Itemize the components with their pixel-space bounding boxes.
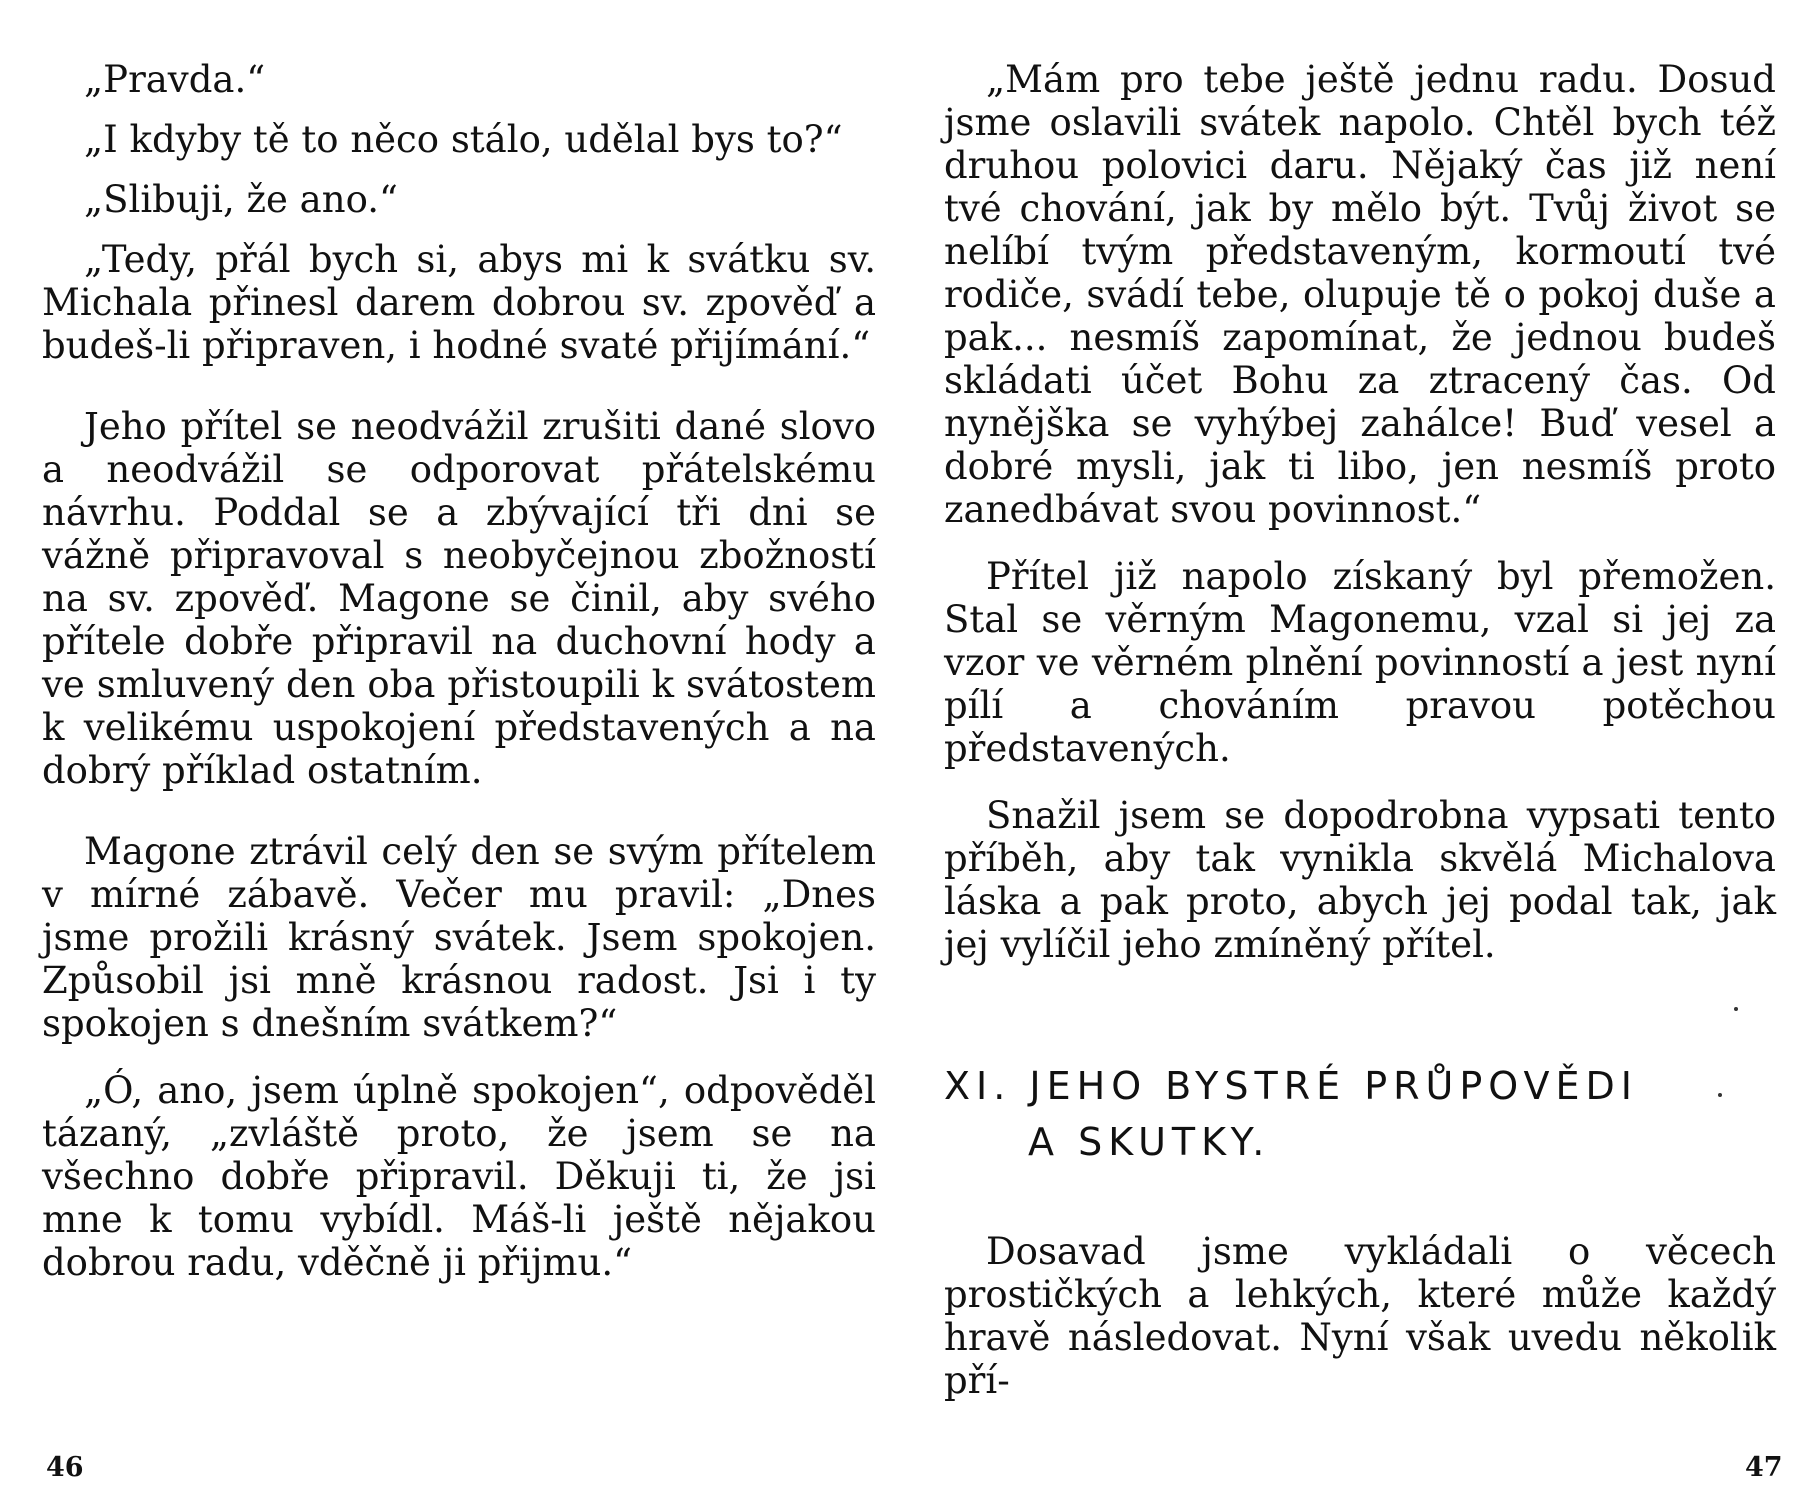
paragraph: „Tedy, přál bych si, abys mi k svátku sv. Michala přinesl darem dobrou sv. zpověď a budeš-li připraven, i hodné svaté přijímání.“	[42, 238, 876, 367]
chapter-paragraph: Dosavad jsme vykládali o věcech prostičkých a lehkých, které může každý hravě následovat. Nyní však uvedu několik pří-	[944, 1230, 1776, 1402]
paragraph: „I kdyby tě to něco stálo, udělal bys to?“	[84, 118, 843, 161]
right-page	[944, 58, 1776, 1402]
paragraph: „Mám pro tebe ještě jednu radu. Dosud jsme oslavili svátek napolo. Chtěl bych též druhou polovici daru. Nějaký čas již není tvé chování, jak by mělo být. Tvůj život se nelíbí tvým představeným, kormoutí tvé rodiče, svádí tebe, olupuje tě o pokoj duše a pak... nesmíš zapomínat, že jednou budeš skládati účet Bohu za ztracený čas. Od nynějška se vyhýbej zahálce! Buď vesel a dobré mysli, jak ti libo, jen nesmíš proto zanedbávat svou povinnost.“	[944, 58, 1776, 531]
paragraph: „Pravda.“	[84, 58, 266, 101]
paragraph: „Ó, ano, jsem úplně spokojen“, odpověděl tázaný, „zvláště proto, že jsem se na všechno dobře připravil. Děkuji ti, že jsi mne k tomu vybídl. Máš-li ještě nějakou dobrou radu, vděčně ji přijmu.“	[42, 1069, 876, 1284]
paragraph: Přítel již napolo získaný byl přemožen. Stal se věrným Magonemu, vzal si jej za vzor ve věrném plnění povinností a jest nyní pílí a chováním pravou potěchou představených.	[944, 555, 1776, 770]
page-number-left: 46	[46, 1452, 84, 1483]
paragraph: Magone ztrávil celý den se svým přítelem v mírné zábavě. Večer mu pravil: „Dnes jsme prožili krásný svátek. Jsem spokojen. Způsobil jsi mně krásnou radost. Jsi i ty spokojen s dnešním svátkem?“	[42, 830, 876, 1045]
paragraph: Jeho přítel se neodvážil zrušiti dané slovo a neodvážil se odporovat přátelskému návrhu. Poddal se a zbývající tři dni se vážně připravoval s neobyčejnou zbožností na sv. zpověď. Magone se činil, aby svého přítele dobře připravil na duchovní hody a ve smluvený den oba přistoupili k svátostem k velikému uspokojení představených a na dobrý příklad ostatním.	[42, 405, 876, 792]
paragraph: „Slibuji, že ano.“	[84, 178, 398, 221]
chapter-heading	[944, 1058, 1776, 1170]
print-speck	[1734, 1007, 1738, 1011]
chapter-heading-line2: A SKUTKY.	[1028, 1120, 1271, 1164]
chapter-heading-line1: XI. JEHO BYSTRÉ PRŮPOVĚDI	[944, 1064, 1638, 1108]
page-number-right: 47	[1745, 1452, 1783, 1483]
paragraph: Snažil jsem se dopodrobna vypsati tento příběh, aby tak vynikla skvělá Michalova láska a pak proto, abych jej podal tak, jak jej vylíčil jeho zmíněný přítel.	[944, 794, 1776, 966]
print-speck	[1718, 1093, 1722, 1097]
left-page	[42, 58, 876, 1284]
